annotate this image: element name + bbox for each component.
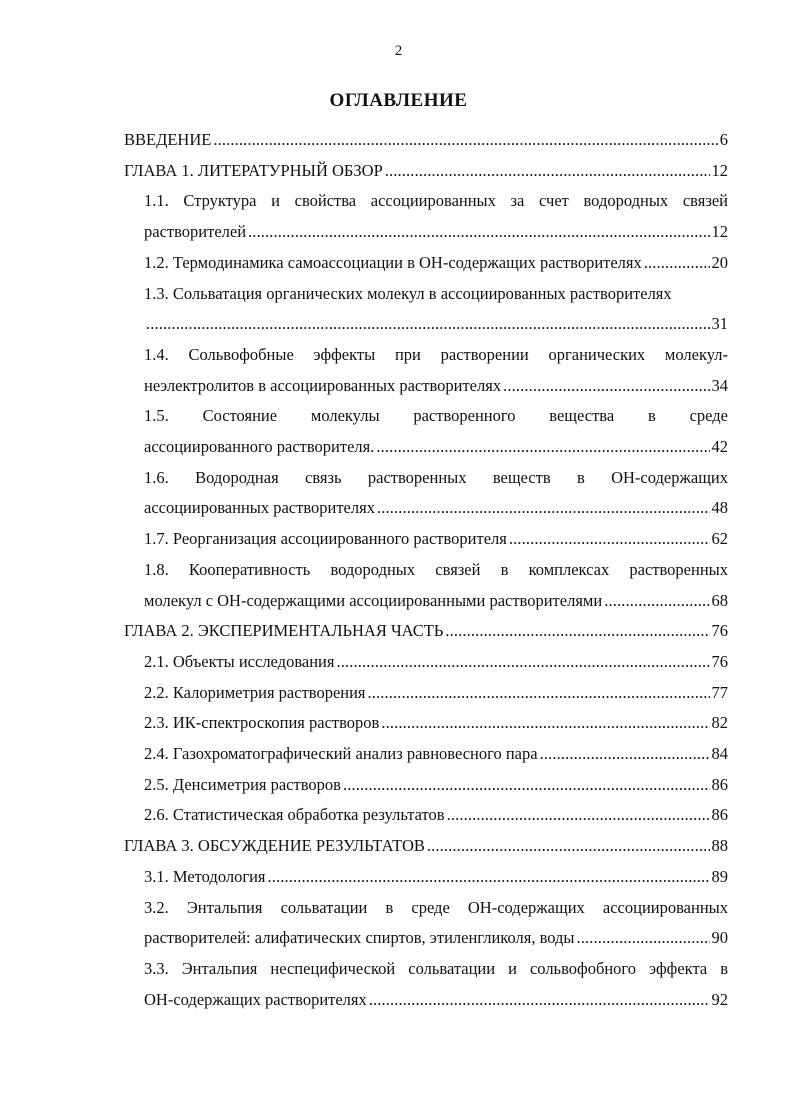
toc-entry[interactable]	[124, 985, 728, 1016]
toc-entry-text: 2.5. Денсиметрия растворов	[144, 774, 341, 794]
toc-page-number: 76	[711, 651, 728, 671]
toc-entry-text: 2.6. Статистическая обработка результатов	[144, 805, 445, 825]
toc-entry[interactable]	[124, 309, 728, 340]
toc-entry-text: ОН-содержащих растворителях	[144, 989, 367, 1009]
toc-entry-text: 1.3. Сольватация органических молекул в ассоциированных растворителях	[144, 283, 672, 303]
toc-entry[interactable]	[124, 217, 728, 248]
toc-entry[interactable]	[124, 371, 728, 402]
toc-entry-text: ГЛАВА 1. ЛИТЕРАТУРНЫЙ ОБЗОР	[124, 160, 383, 180]
dot-leader	[644, 248, 710, 279]
toc-entry-text: 1.2. Термодинамика самоассоциации в ОН-содержащих растворителях	[144, 252, 642, 272]
toc-entry-line1[interactable]: 1.5. Состояние молекулы растворенного вещества в среде	[144, 406, 728, 426]
toc-entry[interactable]	[124, 800, 728, 831]
toc-page-number: 92	[711, 989, 728, 1009]
toc-entry-text: молекул с ОН-содержащими ассоциированными растворителями	[144, 590, 603, 610]
toc-page-number: 12	[711, 160, 728, 180]
toc-page-number: 31	[711, 314, 728, 334]
page-title: ОГЛАВЛЕНИЕ	[329, 90, 468, 111]
toc-page-number: 82	[711, 713, 728, 733]
toc-entry-line1[interactable]: 3.2. Энтальпия сольватации в среде ОН-содержащих ассоциированных	[144, 897, 728, 917]
toc-entry[interactable]	[124, 248, 728, 279]
toc-entry[interactable]	[124, 739, 728, 770]
toc-page-number: 6	[719, 130, 728, 149]
toc-entry-text: 2.4. Газохроматографический анализ равновесного пара	[144, 744, 538, 764]
dot-leader	[427, 831, 710, 862]
toc-entry[interactable]	[124, 493, 728, 524]
toc-entry-text: ассоциированного растворителя.	[144, 437, 375, 457]
toc-entry[interactable]	[124, 616, 728, 647]
dot-leader	[336, 647, 709, 678]
toc-entry-text: ГЛАВА 3. ОБСУЖДЕНИЕ РЕЗУЛЬТАТОВ	[124, 836, 425, 856]
dot-leader	[268, 862, 710, 893]
toc-page-number: 86	[711, 805, 728, 825]
toc-entry-line1[interactable]: 1.8. Кооперативность водородных связей в комплексах растворенных	[144, 559, 728, 579]
toc-entry-text: ВВЕДЕНИЕ	[124, 130, 212, 149]
toc-entry[interactable]	[124, 125, 728, 156]
toc-page-number: 34	[711, 375, 728, 395]
toc-entry-line1[interactable]: 3.3. Энтальпия неспецифической сольватации и сольвофобного эффекта в	[144, 958, 728, 978]
toc-entry-text: ассоциированных растворителях	[144, 498, 375, 518]
dot-leader	[385, 156, 710, 187]
toc-page-number: 48	[711, 498, 728, 518]
dot-leader	[503, 371, 709, 402]
dot-leader	[604, 586, 709, 617]
toc-entry[interactable]	[124, 831, 728, 862]
toc-page-number: 77	[711, 682, 728, 702]
toc-entry[interactable]	[124, 524, 728, 555]
dot-leader	[540, 739, 710, 770]
toc-entry-text: ГЛАВА 2. ЭКСПЕРИМЕНТАЛЬНАЯ ЧАСТЬ	[124, 621, 444, 641]
toc-page-number: 84	[711, 744, 728, 764]
toc-entry[interactable]	[124, 708, 728, 739]
page-number: 2	[394, 43, 403, 59]
toc-entry[interactable]	[124, 770, 728, 801]
toc-entry[interactable]	[124, 647, 728, 678]
toc-page-number: 68	[711, 590, 728, 610]
toc-entry-line1[interactable]: 1.1. Структура и свойства ассоциированных за счет водородных связей	[144, 191, 728, 211]
dot-leader	[509, 524, 710, 555]
toc-page-number: 86	[711, 774, 728, 794]
table-of-contents	[124, 125, 728, 1015]
toc-page-number: 62	[711, 529, 728, 549]
toc-entry-text: 2.1. Объекты исследования	[144, 651, 335, 671]
toc-page-number: 89	[711, 866, 728, 886]
toc-entry-text: 1.7. Реорганизация ассоциированного растворителя	[144, 529, 507, 549]
toc-entry-text: неэлектролитов в ассоциированных растворителях	[144, 375, 502, 395]
dot-leader	[248, 217, 709, 248]
toc-entry-line1[interactable]: 1.6. Водородная связь растворенных веществ в ОН-содержащих	[144, 467, 728, 487]
toc-page-number: 90	[711, 928, 728, 948]
toc-entry-text: 3.1. Методология	[144, 866, 266, 886]
toc-page-number: 76	[711, 621, 728, 641]
toc-entry-text: растворителей	[144, 222, 247, 242]
toc-entry-line1[interactable]	[124, 279, 728, 310]
toc-page-number: 12	[711, 222, 728, 242]
toc-entry[interactable]	[124, 432, 728, 463]
toc-entry-text: растворителей: алифатических спиртов, этиленгликоля, воды	[144, 928, 575, 948]
toc-entry[interactable]	[124, 923, 728, 954]
dot-leader	[213, 125, 717, 156]
dot-leader	[377, 493, 710, 524]
toc-entry-line1[interactable]: 1.4. Сольвофобные эффекты при растворении органических молекул-	[144, 344, 728, 364]
toc-entry-text: 2.2. Калориметрия растворения	[144, 682, 366, 702]
dot-leader	[376, 432, 709, 463]
toc-entry-text: 2.3. ИК-спектроскопия растворов	[144, 713, 380, 733]
toc-page-number: 88	[711, 836, 728, 856]
toc-entry[interactable]	[124, 678, 728, 709]
toc-entry[interactable]	[124, 586, 728, 617]
toc-entry[interactable]	[124, 862, 728, 893]
toc-page-number: 20	[711, 252, 728, 272]
dot-leader	[369, 985, 710, 1016]
dot-leader	[368, 678, 710, 709]
toc-page-number: 42	[711, 437, 728, 457]
dot-leader	[577, 923, 710, 954]
dot-leader	[146, 309, 710, 340]
toc-entry[interactable]	[124, 156, 728, 187]
dot-leader	[447, 800, 710, 831]
dot-leader	[381, 708, 709, 739]
dot-leader	[343, 770, 710, 801]
dot-leader	[445, 616, 709, 647]
